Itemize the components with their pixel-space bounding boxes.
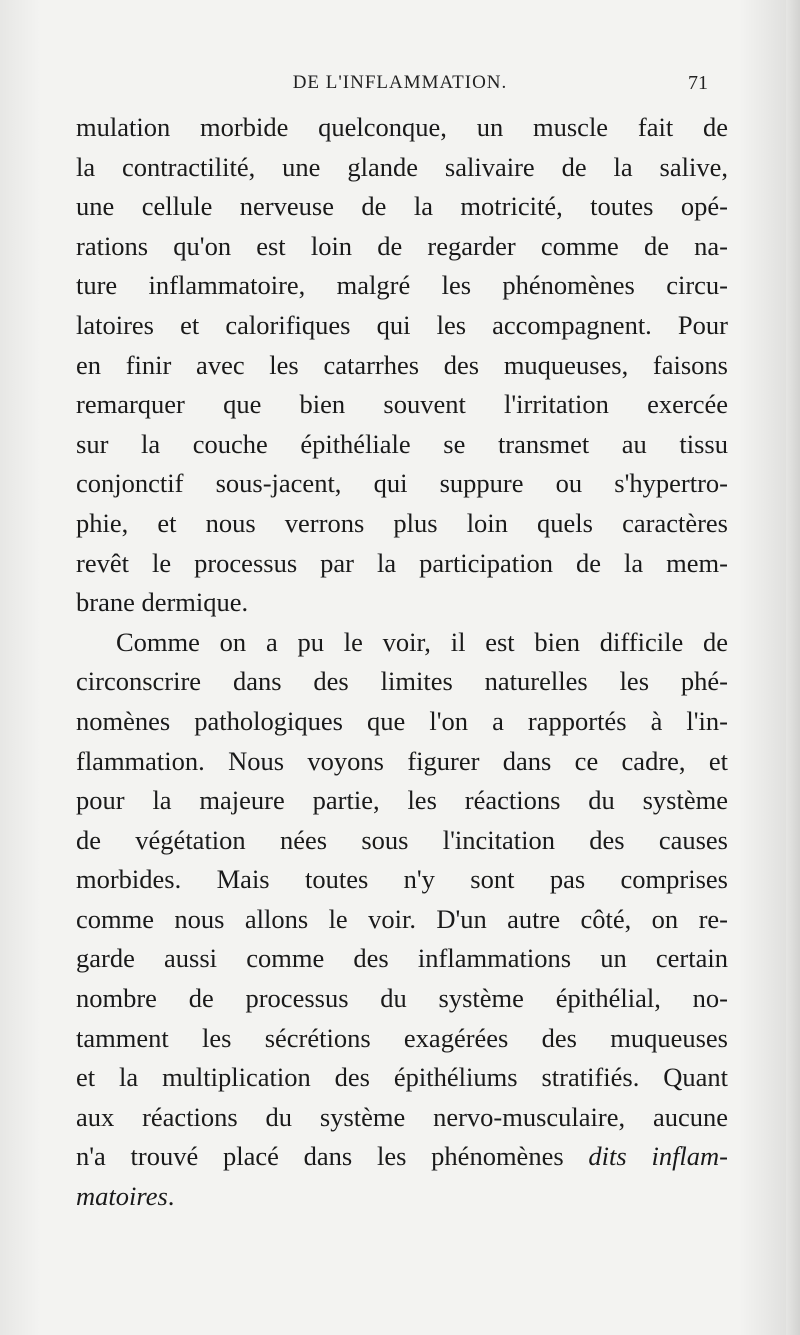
page-number: 71 [688, 72, 708, 94]
text-line: flammation. Nous voyons figurer dans ce cadre, et [76, 745, 728, 776]
text-line: morbides. Mais toutes n'y sont pas comprises [76, 864, 728, 895]
text-line: aux réactions du système nervo-musculaire, aucune [76, 1101, 728, 1132]
text-line: sur la couche épithéliale se transmet au tissu [76, 428, 728, 459]
text-line: une cellule nerveuse de la motricité, toutes opé- [76, 191, 728, 222]
text-line: la contractilité, une glande salivaire de la salive, [76, 151, 728, 182]
italic-segment: matoires [76, 1181, 168, 1212]
text-line: remarquer que bien souvent l'irritation exercée [76, 389, 728, 420]
text-segment: . [167, 1181, 175, 1212]
text-segment: n'a trouvé placé dans les phénomènes [76, 1141, 589, 1172]
text-line: en finir avec les catarrhes des muqueuses, faisons [76, 349, 728, 380]
paragraph-end-line [76, 1177, 728, 1217]
text-line: pour la majeure partie, les réactions du système [76, 785, 728, 816]
text-line-mixed [76, 1137, 728, 1177]
body-text [76, 108, 728, 1217]
italic-segment: dits inflam- [588, 1141, 728, 1172]
paragraph-end-line: brane dermique. [76, 587, 249, 618]
text-line: nomènes pathologiques que l'on a rapportés à l'in- [76, 705, 728, 736]
text-line: mulation morbide quelconque, un muscle fait de [76, 112, 728, 142]
text-line: tamment les sécrétions exagérées des muqueuses [76, 1022, 728, 1053]
text-line: latoires et calorifiques qui les accompagnent. Pour [76, 309, 728, 340]
running-head [0, 72, 800, 102]
text-line: garde aussi comme des inflammations un certain [76, 943, 728, 974]
text-line: circonscrire dans des limites naturelles les phé- [76, 666, 728, 697]
text-line: de végétation nées sous l'incitation des causes [76, 824, 728, 855]
text-line: phie, et nous verrons plus loin quels caractères [76, 507, 728, 538]
running-title: DE L'INFLAMMATION. [292, 72, 508, 93]
text-line: ture inflammatoire, malgré les phénomènes circu- [76, 270, 728, 301]
text-line: nombre de processus du système épithélial, no- [76, 983, 728, 1014]
text-line: conjonctif sous-jacent, qui suppure ou s'hypertro- [76, 468, 728, 499]
page-edge [786, 0, 800, 1335]
paragraph-start-line: Comme on a pu le voir, il est bien difficile de [116, 626, 728, 657]
text-line: et la multiplication des épithéliums stratifiés. Quant [76, 1062, 728, 1093]
text-line: rations qu'on est loin de regarder comme de na- [76, 230, 728, 261]
text-line: comme nous allons le voir. D'un autre côté, on re- [76, 903, 728, 934]
text-line: revêt le processus par la participation de la mem- [76, 547, 728, 578]
